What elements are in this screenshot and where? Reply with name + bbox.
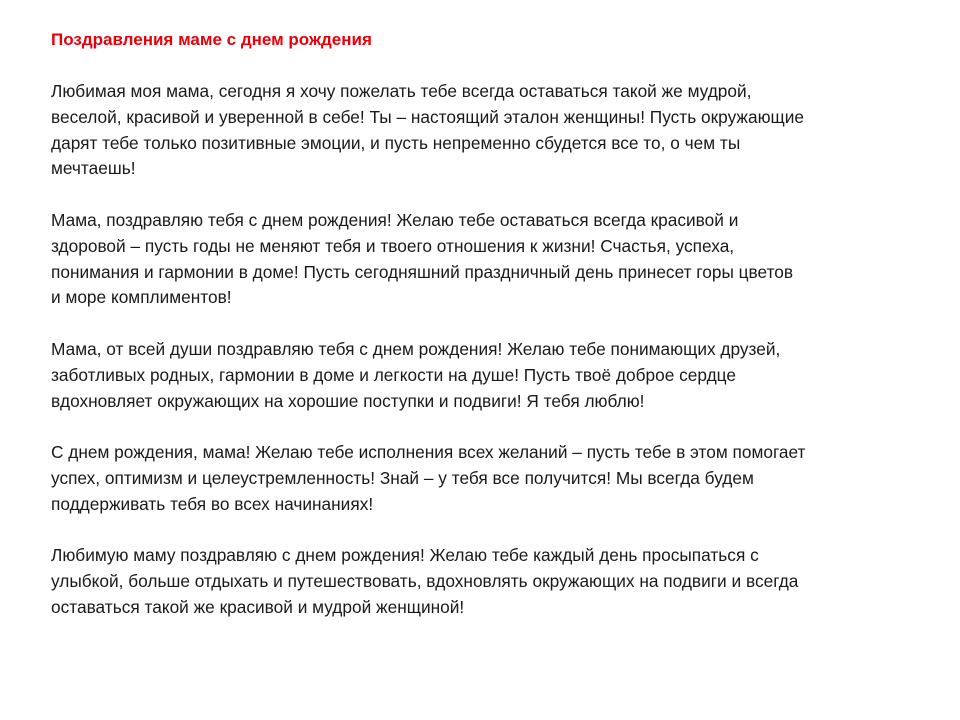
text-line: и море комплиментов! xyxy=(51,287,232,308)
paragraph-1 xyxy=(51,79,911,182)
text-line: Любимую маму поздравляю с днем рождения! Желаю тебе каждый день просыпаться с xyxy=(51,545,759,566)
paragraph-5 xyxy=(51,543,911,620)
paragraph-4 xyxy=(51,440,911,517)
text-line: Любимая моя мама, сегодня я хочу пожелать тебе всегда оставаться такой же мудрой, xyxy=(51,81,752,101)
text-line: С днем рождения, мама! Желаю тебе исполнения всех желаний – пусть тебе в этом помогает xyxy=(51,442,806,463)
paragraph-2 xyxy=(51,208,911,311)
text-line: понимания и гармонии в доме! Пусть сегодняшний праздничный день принесет горы цветов xyxy=(51,261,794,282)
text-line: Мама, поздравляю тебя с днем рождения! Желаю тебе оставаться всегда красивой и xyxy=(51,209,739,230)
text-line: заботливых родных, гармонии в доме и легкости на душе! Пусть твоё доброе сердце xyxy=(51,364,736,385)
text-line: Мама, от всей души поздравляю тебя с днем рождения! Желаю тебе понимающих друзей, xyxy=(51,338,781,359)
text-line: оставаться такой же красивой и мудрой женщиной! xyxy=(51,596,465,617)
text-line: вдохновляет окружающих на хорошие поступки и подвиги! Я тебя люблю! xyxy=(51,390,645,411)
text-line: улыбкой, больше отдыхать и путешествовать, вдохновлять окружающих на подвиги и всегда xyxy=(51,571,799,592)
text-line: дарят тебе только позитивные эмоции, и пусть непременно сбудется все то, о чем ты xyxy=(51,132,741,153)
text-line: мечтаешь! xyxy=(51,158,136,179)
text-line: успех, оптимизм и целеустремленность! Знай – у тебя все получится! Мы всегда будем xyxy=(51,467,754,488)
document-body xyxy=(51,27,911,621)
paragraph-3 xyxy=(51,337,911,414)
text-line: веселой, красивой и уверенной в себе! Ты – настоящий эталон женщины! Пусть окружающие xyxy=(51,106,805,127)
text-line: здоровой – пусть годы не меняют тебя и твоего отношения к жизни! Счастья, успеха, xyxy=(51,235,735,256)
document-title: Поздравления маме с днем рождения xyxy=(51,30,372,49)
text-line: поддерживать тебя во всех начинаниях! xyxy=(51,493,374,514)
